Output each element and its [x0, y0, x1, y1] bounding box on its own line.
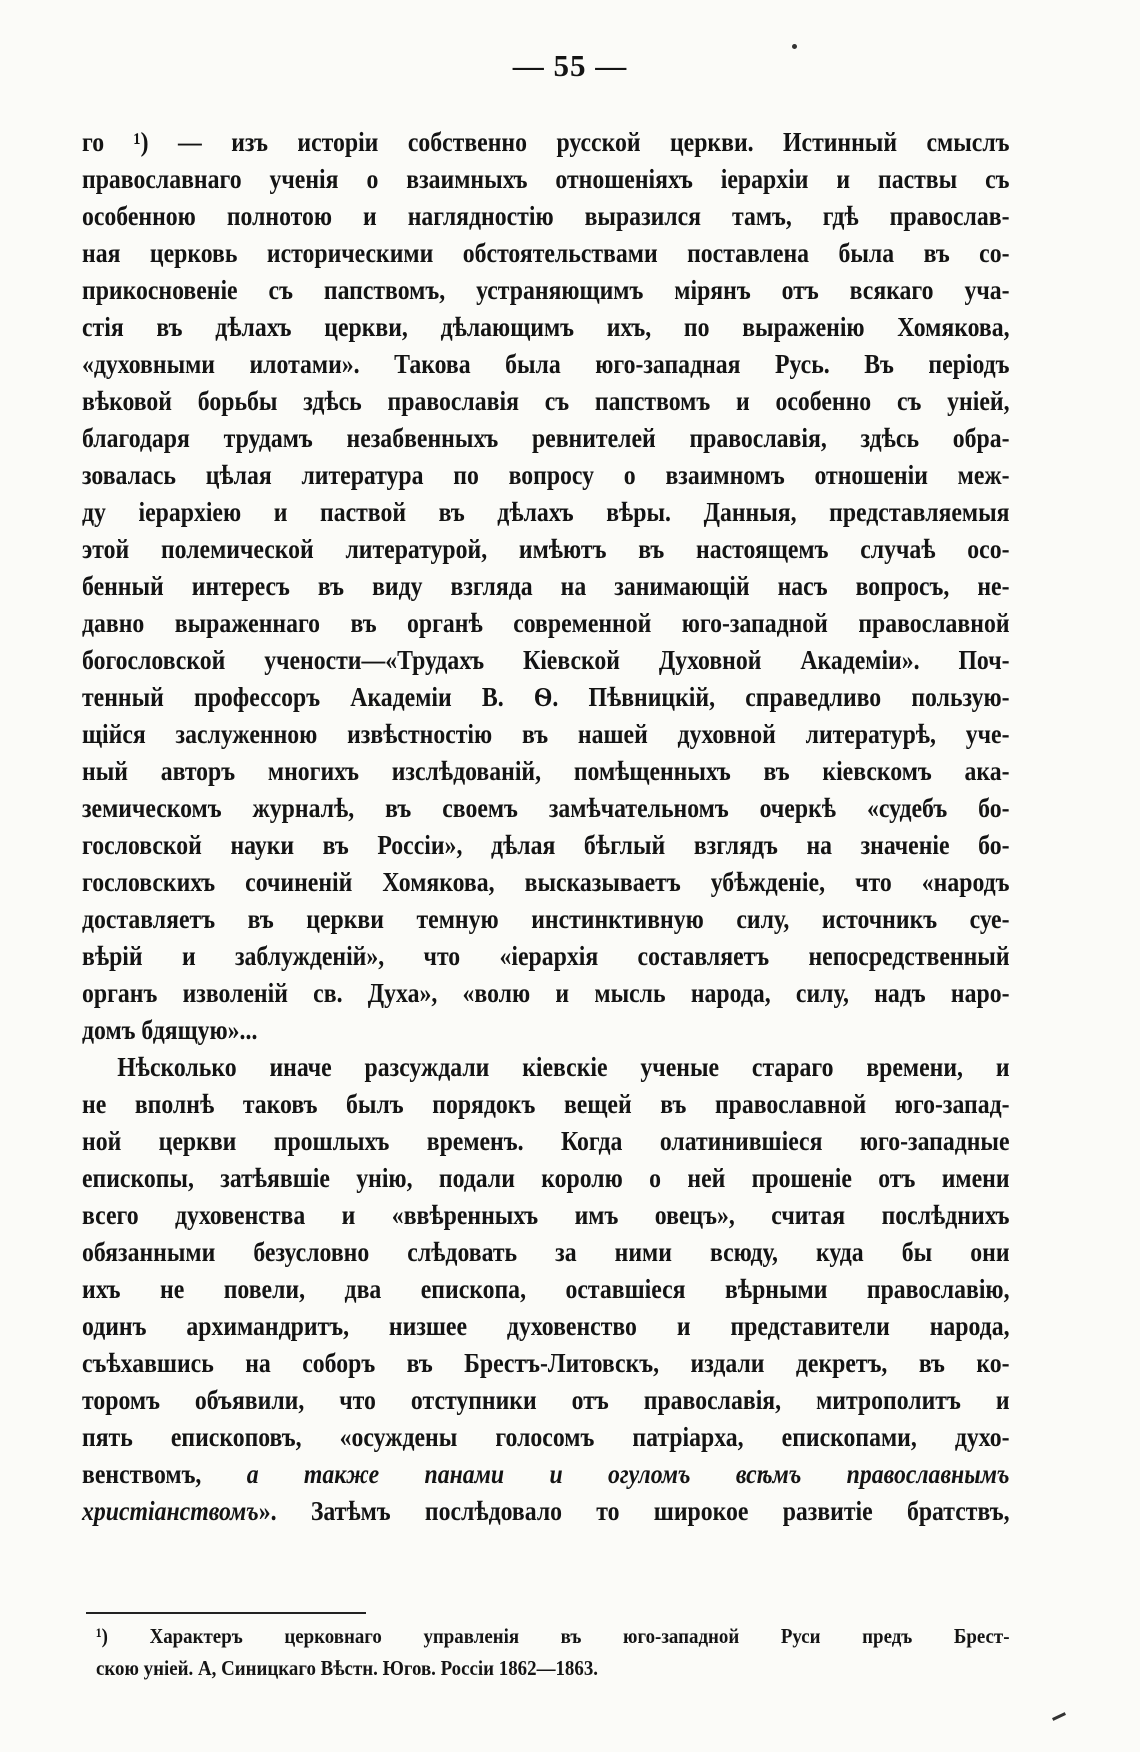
text-line: земическомъ журналѣ, въ своемъ замѣчательномъ очеркѣ «судебъ бо- [82, 793, 1010, 823]
text-line: давно выраженнаго въ органѣ современной юго-западной православной [82, 608, 1010, 638]
text-line: вѣковой борьбы здѣсь православія съ папствомъ и особенно съ уніей, [82, 386, 1010, 416]
text-line: зовалась цѣлая литература по вопросу о взаимномъ отношеніи меж- [82, 460, 1010, 490]
text-segment: ». Затѣмъ послѣдовало то широкое развитіе братствъ, [258, 1496, 1010, 1526]
text-line: торомъ объявили, что отступники отъ православія, митрополитъ и [82, 1385, 1010, 1415]
text-line: благодаря трудамъ незабвенныхъ ревнителей православія, здѣсь обра- [82, 423, 1010, 453]
text-line: прикосновеніе съ папствомъ, устраняющимъ мірянъ отъ всякаго уча- [82, 275, 1010, 305]
text-line: этой полемической литературой, имѣютъ въ настоящемъ случаѣ осо- [82, 534, 1010, 564]
text-line: ду іерархіею и паствой въ дѣлахъ вѣры. Данныя, представляемыя [82, 497, 1010, 527]
text-line: епископы, затѣявшіе унію, подали королю о ней прошеніе отъ имени [82, 1163, 1010, 1193]
text-line: всего духовенства и «ввѣренныхъ имъ овецъ», считая послѣднихъ [82, 1200, 1010, 1230]
text-line: ной церкви прошлыхъ временъ. Когда олатинившіеся юго-западные [82, 1126, 1010, 1156]
ink-speck [1052, 1712, 1066, 1721]
text-line: го ¹) — изъ исторіи собственно русской церкви. Истинный смыслъ [82, 127, 1010, 157]
text-line: гословской науки въ Россіи», дѣлая бѣглый взглядъ на значеніе бо- [82, 830, 1010, 860]
text-line: ная церковь историческими обстоятельствами поставлена была въ со- [82, 238, 1010, 268]
text-line: тенный профессоръ Академіи В. Ѳ. Пѣвницкій, справедливо пользую- [82, 682, 1010, 712]
text-segment: венствомъ, [82, 1459, 202, 1489]
text-line: ихъ не повели, два епископа, оставшіеся вѣрными православію, [82, 1274, 1010, 1304]
footnote-divider [86, 1612, 366, 1614]
text-line: особенною полнотою и наглядностію выразился тамъ, гдѣ православ- [82, 201, 1010, 231]
main-text [82, 124, 1010, 1530]
text-line: пять епископовъ, «осуждены голосомъ патріарха, епископами, духо- [82, 1422, 1010, 1452]
text-line: «духовными илотами». Такова была юго-западная Русь. Въ періодъ [82, 349, 1010, 379]
footnote-line: скою уніей. А, Синицкаго Вѣстн. Югов. Россіи 1862—1863. [96, 1656, 599, 1680]
text-line: вѣрій и заблужденій», что «іерархія составляетъ непосредственный [82, 941, 1010, 971]
italic-quote: а также панами и огуломъ всѣмъ православнымъ [246, 1459, 1010, 1489]
footnote-line: ¹) Характеръ церковнаго управленія въ юго-западной Руси предъ Брест- [96, 1624, 1010, 1648]
text-line-with-italic [82, 1493, 1010, 1530]
text-line: бенный интересъ въ виду взгляда на занимающій насъ вопросъ, не- [82, 571, 1010, 601]
text-line: гословскихъ сочиненій Хомякова, высказываетъ убѣжденіе, что «народъ [82, 867, 1010, 897]
text-line: щійся заслуженною извѣстностію въ нашей духовной литературѣ, уче- [82, 719, 1010, 749]
text-line: органъ изволеній св. Духа», «волю и мысль народа, силу, надъ наро- [82, 978, 1010, 1008]
text-line: православнаго ученія о взаимныхъ отношеніяхъ іерархіи и паствы съ [82, 164, 1010, 194]
text-line: ный авторъ многихъ изслѣдованій, помѣщенныхъ въ кіевскомъ ака- [82, 756, 1010, 786]
text-line: стія въ дѣлахъ церкви, дѣлающимъ ихъ, по выраженію Хомякова, [82, 312, 1010, 342]
text-line: съѣхавшись на соборъ въ Брестъ-Литовскъ, издали декретъ, въ ко- [82, 1348, 1010, 1378]
text-line: одинъ архимандритъ, низшее духовенство и представители народа, [82, 1311, 1010, 1341]
text-line: домъ бдящую»... [82, 1015, 258, 1045]
text-line: обязанными безусловно слѣдовать за ними всюду, куда бы они [82, 1237, 1010, 1267]
italic-quote: христіанствомъ [82, 1496, 259, 1526]
ink-speck [792, 44, 797, 49]
text-line: не вполнѣ таковъ былъ порядокъ вещей въ православной юго-запад- [82, 1089, 1010, 1119]
text-line: богословской учености—«Трудахъ Кіевской Духовной Академіи». Поч- [82, 645, 1010, 675]
paragraph-start-line: Нѣсколько иначе разсуждали кіевскіе ученые стараго времени, и [117, 1052, 1010, 1082]
text-line-with-italic [82, 1456, 1010, 1493]
footnote [96, 1620, 1010, 1684]
text-line: доставляетъ въ церкви темную инстинктивную силу, источникъ суе- [82, 904, 1010, 934]
page-number: — 55 — [512, 48, 628, 83]
